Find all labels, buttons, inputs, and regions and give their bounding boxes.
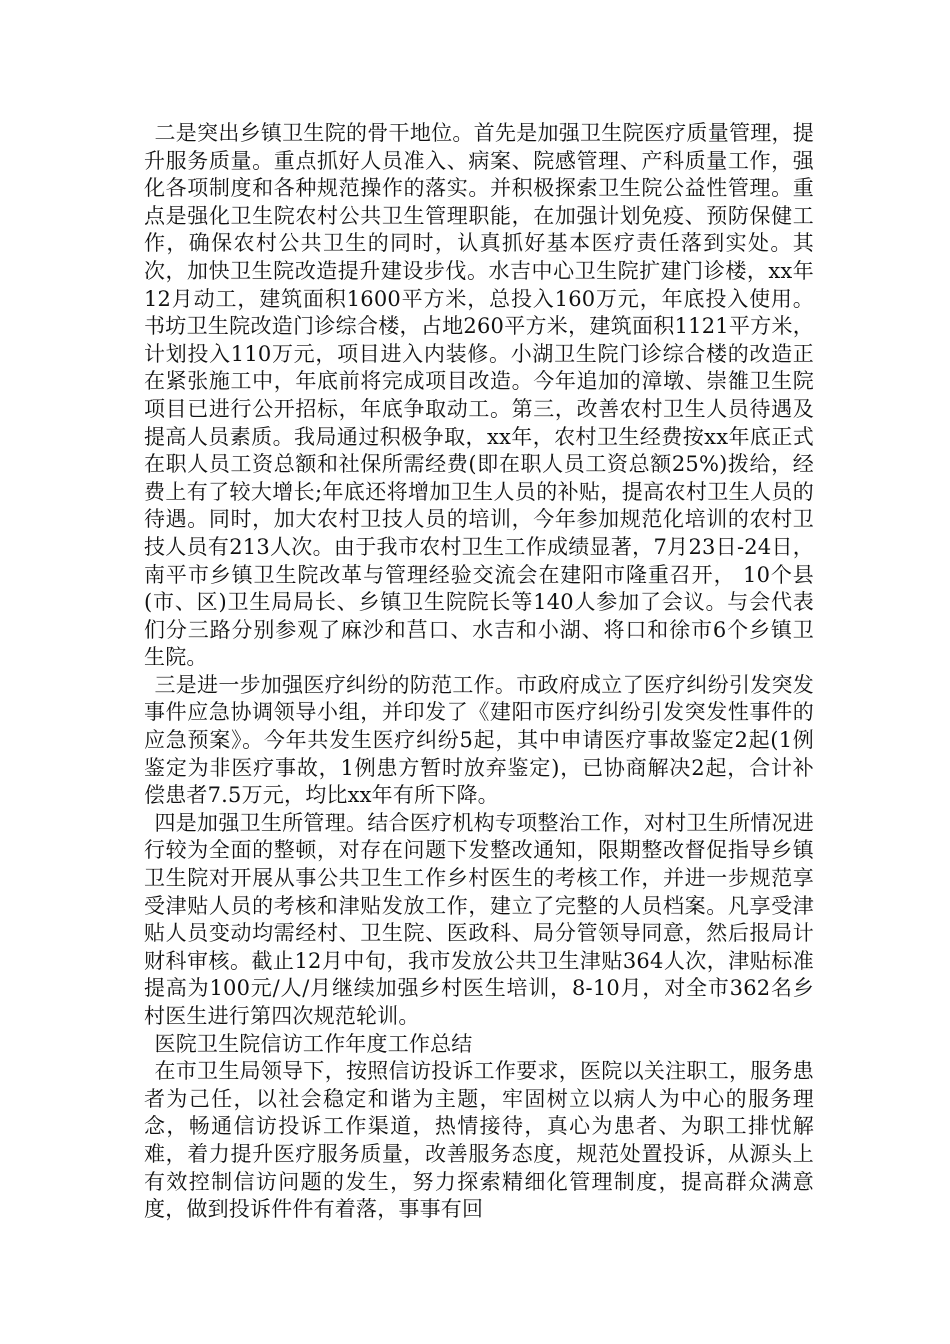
- document-body: [144, 120, 814, 1224]
- paragraph-township-hospitals: 二是突出乡镇卫生院的骨干地位。首先是加强卫生院医疗质量管理，提升服务质量。重点抓好人员准入、病案、院感管理、产科质量工作，强化各项制度和各种规范操作的落实。并积极探索卫生院公益性管理。重点是强化卫生院农村公共卫生管理职能，在加强计划免疫、预防保健工作，确保农村公共卫生的同时，认真抓好基本医疗责任落到实处。其次，加快卫生院改造提升建设步伐。水吉中心卫生院扩建门诊楼，xx年12月动工，建筑面积1600平方米，总投入160万元，年底投入使用。书坊卫生院改造门诊综合楼，占地260平方米，建筑面积1121平方米，计划投入110万元，项目进入内装修。小湖卫生院门诊综合楼的改造正在紧张施工中，年底前将完成项目改造。今年追加的漳墩、崇雒卫生院项目已进行公开招标，年底争取动工。第三，改善农村卫生人员待遇及提高人员素质。我局通过积极争取，xx年，农村卫生经费按xx年底正式在职人员工资总额和社保所需经费(即在职人员工资总额25%)拨给，经费上有了较大增长;年底还将增加卫生人员的补贴，提高农村卫生人员的待遇。同时，加大农村卫技人员的培训，今年参加规范化培训的农村卫技人员有213人次。由于我市农村卫生工作成绩显著，7月23日-24日，南平市乡镇卫生院改革与管理经验交流会在建阳市隆重召开， 10个县(市、区)卫生局局长、乡镇卫生院院长等140人参加了会议。与会代表们分三路分别参观了麻沙和莒口、水吉和小湖、将口和徐市6个乡镇卫生院。: [144, 121, 814, 670]
- paragraph-petition-work: 在市卫生局领导下，按照信访投诉工作要求，医院以关注职工，服务患者为己任，以社会稳定和谐为主题，牢固树立以病人为中心的服务理念，畅通信访投诉工作渠道，热情接待，真心为患者、为职工排忧解难，着力提升医疗服务质量，改善服务态度，规范处置投诉，从源头上有效控制信访问题的发生，努力探索精细化管理制度，提高群众满意度，做到投诉件件有着落，事事有回: [144, 1059, 814, 1222]
- section-title: 医院卫生院信访工作年度工作总结: [154, 1031, 473, 1056]
- paragraph-clinic-management: 四是加强卫生所管理。结合医疗机构专项整治工作，对村卫生所情况进行较为全面的整顿，对存在问题下发整改通知，限期整改督促指导乡镇卫生院对开展从事公共卫生工作乡村医生的考核工作，并进一步规范享受津贴人员的考核和津贴发放工作，建立了完整的人员档案。凡享受津贴人员变动均需经村、卫生院、医政科、局分管领导同意，然后报局计财科审核。截止12月中旬，我市发放公共卫生津贴364人次，津贴标准提高为100元/人/月继续加强乡村医生培训，8-10月，对全市362名乡村医生进行第四次规范轮训。: [144, 810, 814, 1028]
- paragraph-medical-disputes: 三是进一步加强医疗纠纷的防范工作。市政府成立了医疗纠纷引发突发事件应急协调领导小组，并印发了《建阳市医疗纠纷引发突发性事件的应急预案》。今年共发生医疗纠纷5起，其中申请医疗事故鉴定2起(1例鉴定为非医疗事故，1例患方暂时放弃鉴定)，已协商解决2起，合计补偿患者7.5万元，均比xx年有所下降。: [144, 672, 814, 808]
